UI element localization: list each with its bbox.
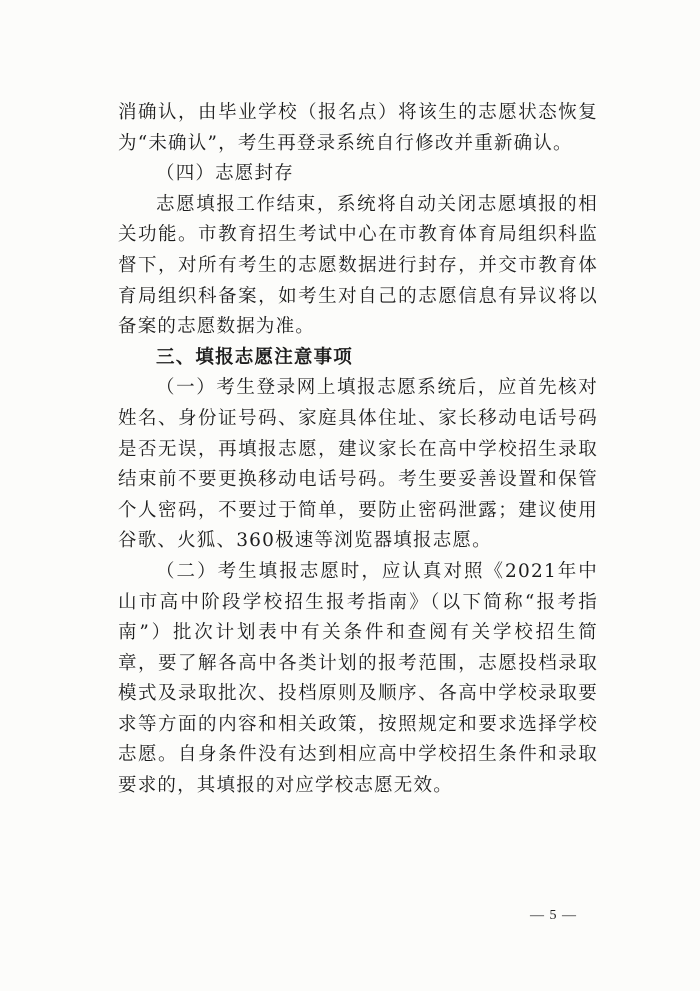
paragraph-note-2: （二）考生填报志愿时，应认真对照《2021年中山市高中阶段学校招生报考指南》（以下简称“报考指南”）批次计划表中有关条件和查阅有关学校招生简章，要了解各高中各类计划的报考范围，志愿投档录取模式及录取批次、投档原则及顺序、各高中学校录取要求等方面的内容和相关政策，按照规定和要求选择学校志愿。自身条件没有达到相应高中学校招生条件和录取要求的，其填报的对应学校志愿无效。 xyxy=(118,560,598,797)
page-number: — 5 — xyxy=(530,908,577,923)
paragraph-continuation: 消确认，由毕业学校（报名点）将该生的志愿状态恢复为“未确认”，考生再登录系统自行修改并重新确认。 xyxy=(118,102,598,154)
section-heading-seal: （四）志愿封存 xyxy=(156,163,294,185)
document-body xyxy=(118,98,598,802)
section-heading-notes: 三、填报志愿注意事项 xyxy=(156,346,354,368)
paragraph-note-1: （一）考生登录网上填报志愿系统后，应首先核对姓名、身份证号码、家庭具体住址、家长移动电话号码是否无误，再填报志愿，建议家长在高中学校招生录取结束前不要更换移动电话号码。考生要妥善设置和保管个人密码，不要过于简单，要防止密码泄露；建议使用谷歌、火狐、360极速等浏览器填报志愿。 xyxy=(118,377,598,552)
paragraph-seal: 志愿填报工作结束，系统将自动关闭志愿填报的相关功能。市教育招生考试中心在市教育体育局组织科监督下，对所有考生的志愿数据进行封存，并交市教育体育局组织科备案，如考生对自己的志愿信息有异议将以备案的志愿数据为准。 xyxy=(118,193,598,338)
